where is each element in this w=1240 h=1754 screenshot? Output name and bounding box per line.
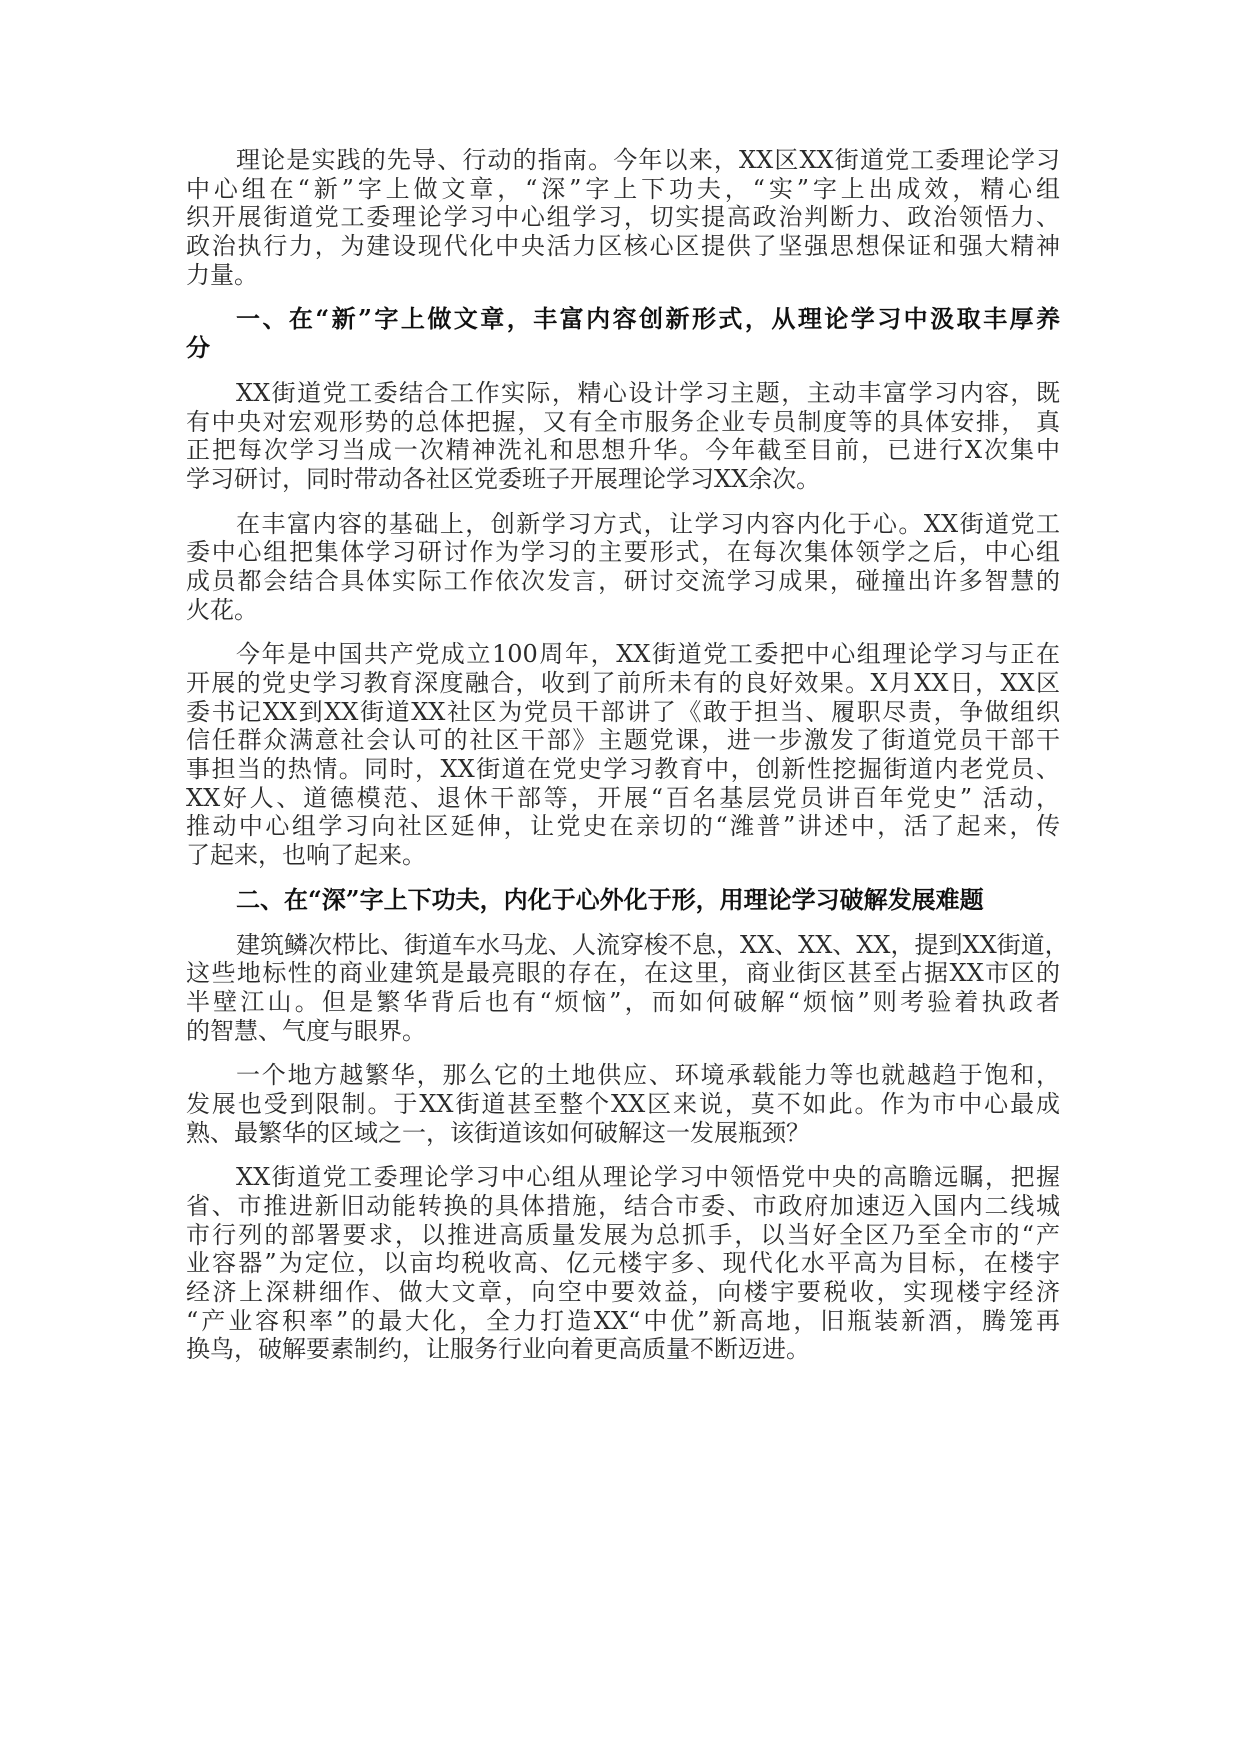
text-line: 熟、最繁华的区域之一，该街道该如何破解这一发展瓶颈？	[186, 1118, 810, 1147]
paragraph	[186, 510, 1060, 625]
paragraph	[186, 379, 1060, 494]
text-line: 织开展街道党工委理论学习中心组学习，切实提高政治判断力、政治领悟力、	[186, 203, 1060, 232]
text-line: 政治执行力，为建设现代化中央活力区核心区提供了坚强思想保证和强大精神	[186, 232, 1060, 261]
text-line: 这些地标性的商业建筑是最亮眼的存在，在这里，商业街区甚至占据XX市区的	[186, 959, 1060, 988]
text-line: 一个地方越繁华，那么它的土地供应、环境承载能力等也就越趋于饱和，	[236, 1061, 1060, 1090]
text-line: 分	[186, 333, 210, 363]
text-line: XX街道党工委结合工作实际，精心设计学习主题，主动丰富学习内容，既	[236, 378, 1060, 407]
text-line: 推动中心组学习向社区延伸，让党史在亲切的“潍普”讲述中，活了起来，传	[186, 812, 1060, 841]
text-line: 了起来，也响了起来。	[186, 841, 426, 870]
text-line: 理论是实践的先导、行动的指南。今年以来，XX区XX街道党工委理论学习	[236, 146, 1060, 174]
text-line: 学习研讨，同时带动各社区党委班子开展理论学习XX余次。	[186, 464, 821, 493]
text-line: 成员都会结合具体实际工作依次发言，研讨交流学习成果，碰撞出许多智慧的	[186, 566, 1060, 595]
document-body	[186, 146, 1069, 1380]
section-heading	[186, 886, 1060, 915]
paragraph	[186, 146, 1060, 289]
text-line: 中心组在“新”字上做文章，“深”字上下功夫，“实”字上出成效，精心组	[186, 174, 1060, 203]
text-line: 发展也受到限制。于XX街道甚至整个XX区来说，莫不如此。作为市中心最成	[186, 1089, 1060, 1118]
text-line: 正把每次学习当成一次精神洗礼和思想升华。今年截至目前，已进行X次集中	[186, 436, 1060, 465]
paragraph	[186, 930, 1069, 1046]
paragraph	[186, 1061, 1060, 1147]
text-line: 今年是中国共产党成立100周年，XX街道党工委把中心组理论学习与正在	[236, 640, 1060, 669]
text-line: 半壁江山。但是繁华背后也有“烦恼”，而如何破解“烦恼”则考验着执政者	[186, 987, 1060, 1016]
text-line: 委中心组把集体学习研讨作为学习的主要形式，在每次集体领学之后，中心组	[186, 538, 1060, 567]
text-line: 一、在“新”字上做文章，丰富内容创新形式，从理论学习中汲取丰厚养	[236, 304, 1060, 334]
text-line: 经济上深耕细作、做大文章，向空中要效益，向楼宇要税收，实现楼宇经济	[186, 1278, 1060, 1307]
text-line: 建筑鳞次栉比、街道车水马龙、人流穿梭不息，XX、XX、XX，提到XX街道，	[236, 930, 1069, 959]
text-line: 换鸟，破解要素制约，让服务行业向着更高质量不断迈进。	[186, 1335, 810, 1364]
text-line: 委书记XX到XX街道XX社区为党员干部讲了《敢于担当、履职尽责，争做组织	[186, 697, 1060, 726]
text-line: 的智慧、气度与眼界。	[186, 1016, 426, 1045]
text-line: 事担当的热情。同时，XX街道在党史学习教育中，创新性挖掘街道内老党员、	[186, 755, 1060, 784]
section-heading	[186, 305, 1060, 362]
text-line: 有中央对宏观形势的总体把握，又有全市服务企业专员制度等的具体安排， 真	[186, 407, 1060, 436]
text-line: XX好人、道德模范、退休干部等，开展“百名基层党员讲百年党史” 活动，	[186, 783, 1060, 812]
text-line: 在丰富内容的基础上，创新学习方式，让学习内容内化于心。XX街道党工	[236, 509, 1060, 538]
paragraph	[186, 640, 1060, 870]
text-line: 二、在“深”字上下功夫，内化于心外化于形，用理论学习破解发展难题	[236, 884, 984, 914]
text-line: XX街道党工委理论学习中心组从理论学习中领悟党中央的高瞻远瞩，把握	[236, 1163, 1060, 1192]
text-line: 火花。	[186, 595, 258, 624]
text-line: 省、市推进新旧动能转换的具体措施，结合市委、市政府加速迈入国内二线城	[186, 1192, 1060, 1220]
text-line: 开展的党史学习教育深度融合，收到了前所未有的良好效果。X月XX日，XX区	[186, 669, 1060, 697]
text-line: 力量。	[186, 260, 258, 289]
paragraph	[186, 1163, 1060, 1364]
text-line: 市行列的部署要求，以推进高质量发展为总抓手，以当好全区乃至全市的“产	[186, 1220, 1060, 1249]
text-line: “产业容积率”的最大化，全力打造XX“中优”新高地，旧瓶装新酒，腾笼再	[186, 1306, 1060, 1335]
text-line: 业容器”为定位，以亩均税收高、亿元楼宇多、现代化水平高为目标，在楼宇	[186, 1249, 1060, 1278]
text-line: 信任群众满意社会认可的社区干部》主题党课，进一步激发了街道党员干部干	[186, 726, 1060, 755]
